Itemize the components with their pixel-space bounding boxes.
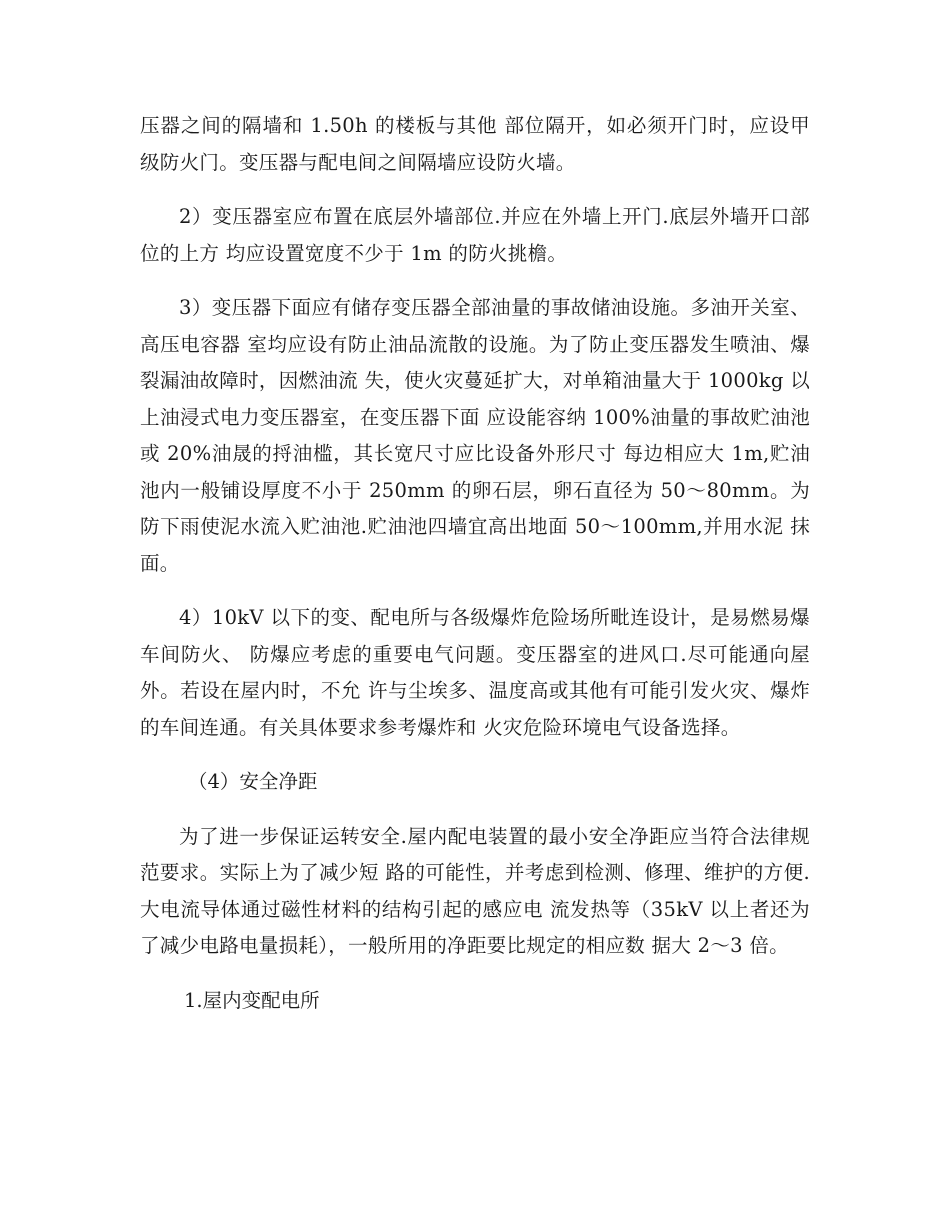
paragraph-continuation: 压器之间的隔墙和 1.50h 的楼板与其他 部位隔开，如必须开门时，应设甲级防火门。变压器与配电间之间隔墙应设防火墙。 bbox=[140, 114, 810, 174]
paragraph-item-4: 4）10kV 以下的变、配电所与各级爆炸危险场所毗连设计，是易燃易爆车间防火、 防爆应考虑的重要电气问题。变压器室的进风口.尽可能通向屋外。若设在屋内时，不允 许与尘埃多、温度高或其他有可能引发火灾、爆炸的车间连通。有关具体要求参考爆炸和 火灾危险环境电气设备选择。 bbox=[140, 606, 810, 739]
paragraph-item-2: 2）变压器室应布置在底层外墙部位.并应在外墙上开门.底层外墙开口部位的上方 均应设置宽度不少于 1m 的防火挑檐。 bbox=[140, 205, 810, 265]
section-paragraph: 为了进一步保证运转安全.屋内配电装置的最小安全净距应当符合法律规范要求。实际上为了减少短 路的可能性，并考虑到检测、修理、维护的方便.大电流导体通过磁性材料的结构引起的感应电 流发热等（35kV 以上者还为了减少电路电量损耗），一般所用的净距要比规定的相应数 据大 2〜3 倍。 bbox=[140, 824, 810, 957]
section-heading: （4）安全净距 bbox=[188, 770, 318, 793]
document-page bbox=[140, 108, 810, 1037]
subheading: 1.屋内变配电所 bbox=[184, 988, 320, 1012]
paragraph-item-3: 3）变压器下面应有储存变压器全部油量的事故储油设施。多油开关室、高压电容器 室均应设有防止油品流散的设施。为了防止变压器发生喷油、爆裂漏油故障时，因燃油流 失，使火灾蔓延扩大，对单箱油量大于 1000kg 以上油浸式电力变压器室，在变压器下面 应设能容纳 100%油量的事故贮油池或 20%油晟的捋油槛，其长宽尺寸应比设备外形尺寸 每边相应大 1m,贮油池内一般铺设厚度不小于 250mm 的卵石层，卵石直径为 50〜80mm。为防下雨使泥水流入贮油池.贮油池四墙宜高出地面 50〜100mm,并用水泥 抹面。 bbox=[140, 296, 810, 575]
